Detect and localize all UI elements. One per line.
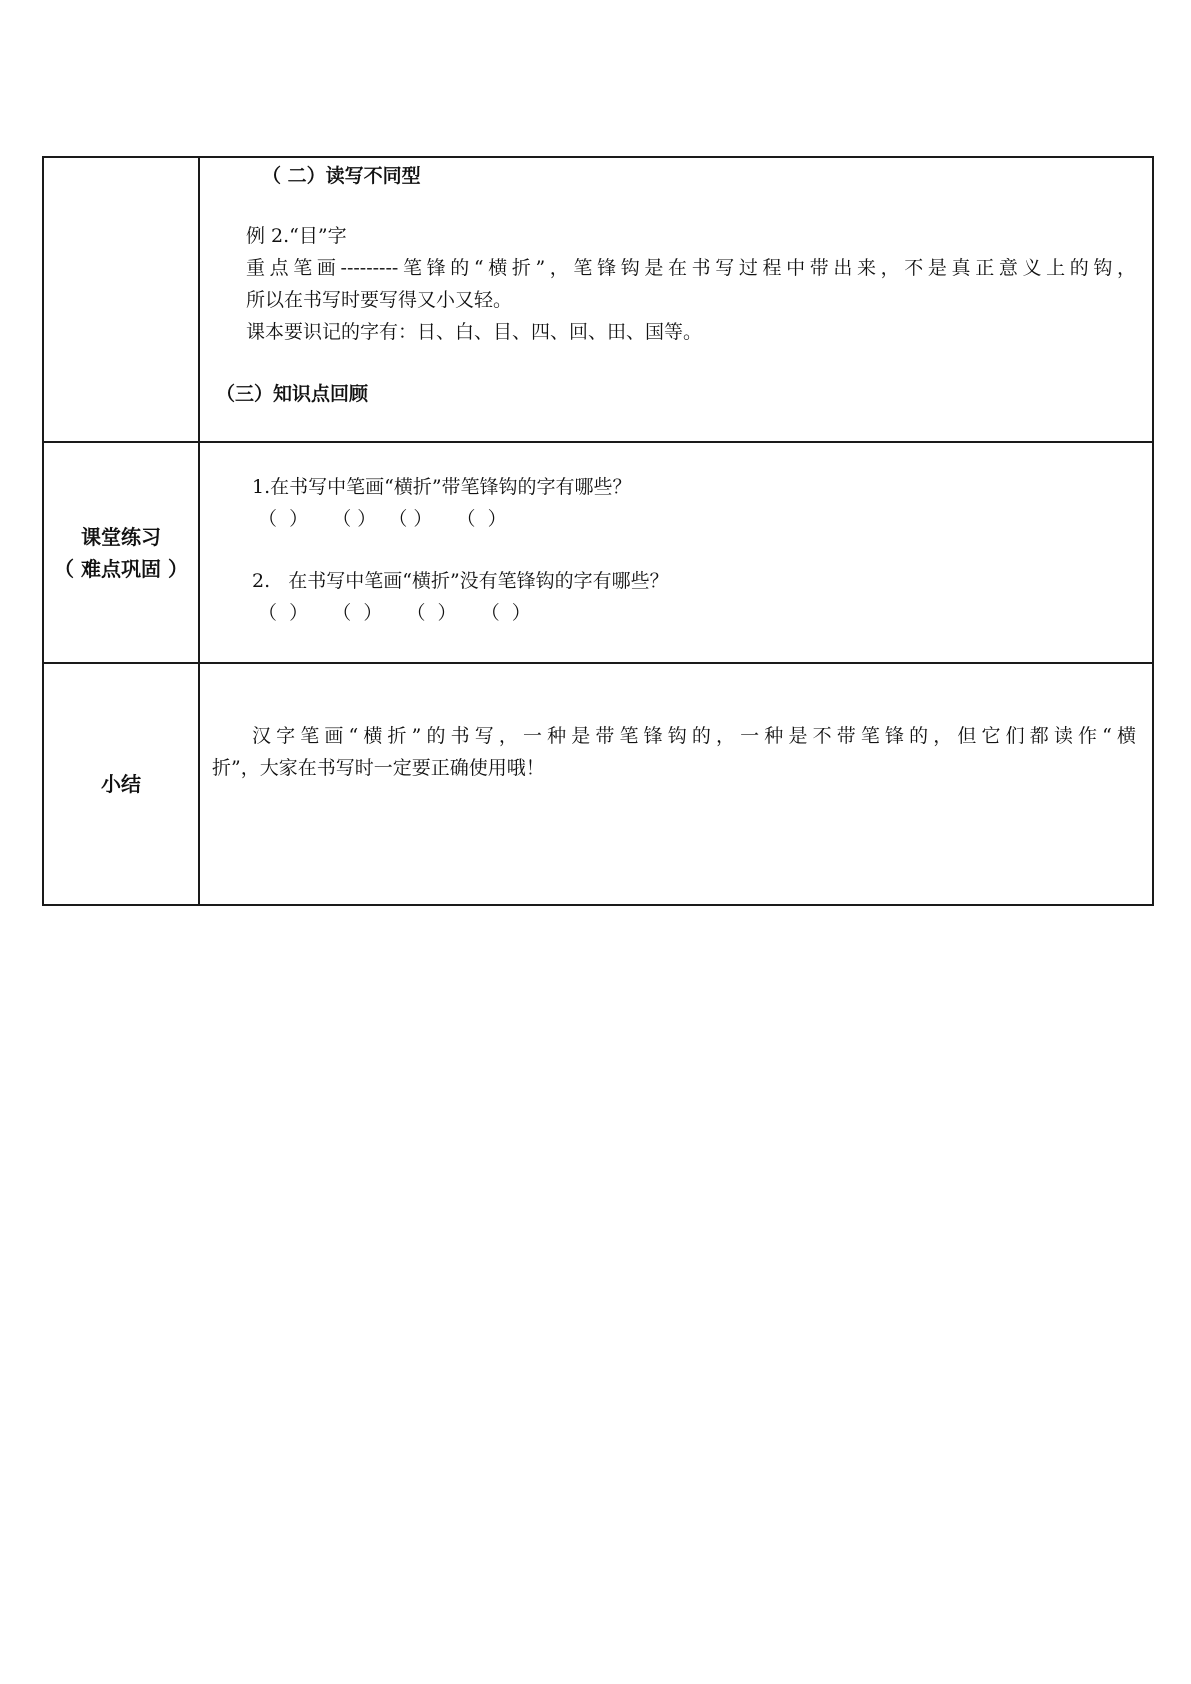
question-2: 2. 在书写中笔画“横折”没有笔锋钩的字有哪些？ [252, 570, 669, 592]
row-label-summary: 小结 [43, 663, 199, 905]
table-row [43, 442, 1153, 663]
content-cell-reading-writing [199, 157, 1153, 442]
review-heading: （三）知识点回顾 [216, 383, 369, 405]
summary-text-line2: 折”，大家在书写时一定要正确使用哦！ [212, 757, 545, 779]
example-title: 例 2.“目”字 [246, 225, 347, 247]
row-label-practice [43, 442, 199, 663]
question-2-blanks: （ ） （ ） （ ） （ ） [258, 602, 531, 624]
summary-text-line1: 汉字笔画“横折”的书写，一种是带笔锋钩的，一种是不带笔锋的，但它们都读作“横 [252, 725, 1136, 747]
practice-sublabel: （ 难点巩固 ） [54, 556, 188, 581]
practice-label: 课堂练习 [81, 524, 161, 549]
content-cell-summary [199, 663, 1153, 905]
memorize-characters-text: 课本要识记的字有：日、白、目、四、回、田、国等。 [246, 321, 703, 343]
table-row [43, 663, 1153, 905]
table-row [43, 157, 1153, 442]
section-heading: （ 二）读写不同型 [262, 165, 421, 187]
key-stroke-text-line2: 所以在书写时要写得又小又轻。 [246, 289, 513, 311]
row-label-empty [43, 157, 199, 442]
lesson-plan-table [42, 156, 1154, 906]
key-stroke-text-line1: 重点笔画---------笔锋的“横折”，笔锋钩是在书写过程中带出来，不是真正意义上的钩， [246, 257, 1136, 279]
question-1-blanks: （ ） （ ） （ ） （ ） [258, 508, 507, 530]
question-1: 1.在书写中笔画“横折”带笔锋钩的字有哪些？ [252, 476, 632, 498]
content-cell-practice [199, 442, 1153, 663]
